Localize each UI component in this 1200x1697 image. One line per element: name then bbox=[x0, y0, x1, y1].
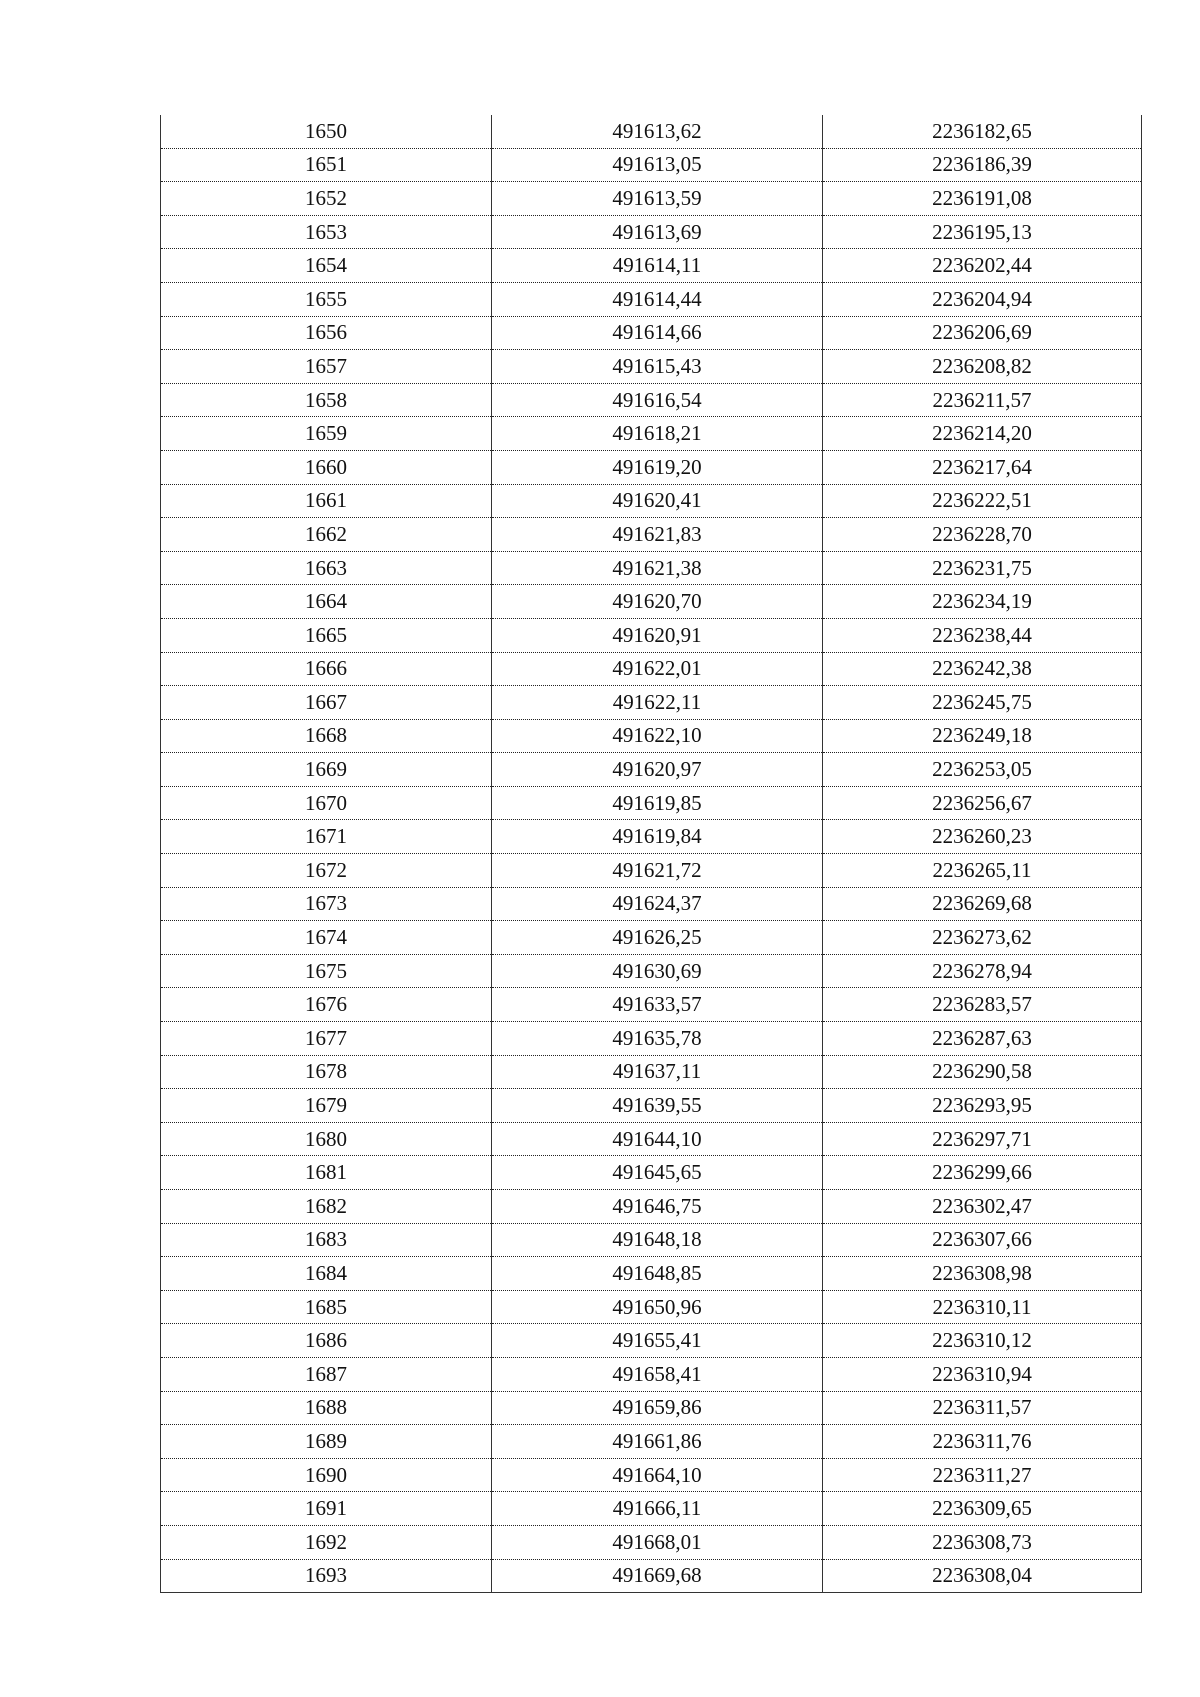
point-number-cell: 1680 bbox=[161, 1122, 492, 1156]
x-coordinate-cell: 491626,25 bbox=[492, 921, 823, 955]
table-row bbox=[161, 350, 1142, 384]
x-coordinate-cell: 491619,85 bbox=[492, 786, 823, 820]
point-number-cell: 1668 bbox=[161, 719, 492, 753]
x-coordinate-cell: 491622,11 bbox=[492, 686, 823, 720]
x-coordinate-cell: 491621,72 bbox=[492, 854, 823, 888]
table-row bbox=[161, 820, 1142, 854]
table-row bbox=[161, 1122, 1142, 1156]
x-coordinate-cell: 491664,10 bbox=[492, 1458, 823, 1492]
point-number-cell: 1693 bbox=[161, 1559, 492, 1593]
point-number-cell: 1664 bbox=[161, 585, 492, 619]
x-coordinate-cell: 491619,84 bbox=[492, 820, 823, 854]
point-number-cell: 1674 bbox=[161, 921, 492, 955]
y-coordinate-cell: 2236307,66 bbox=[823, 1223, 1142, 1257]
x-coordinate-cell: 491666,11 bbox=[492, 1492, 823, 1526]
y-coordinate-cell: 2236204,94 bbox=[823, 282, 1142, 316]
table-row bbox=[161, 1089, 1142, 1123]
table-row bbox=[161, 1458, 1142, 1492]
x-coordinate-cell: 491635,78 bbox=[492, 1022, 823, 1056]
y-coordinate-cell: 2236290,58 bbox=[823, 1055, 1142, 1089]
y-coordinate-cell: 2236256,67 bbox=[823, 786, 1142, 820]
x-coordinate-cell: 491613,62 bbox=[492, 115, 823, 148]
table-row bbox=[161, 551, 1142, 585]
point-number-cell: 1673 bbox=[161, 887, 492, 921]
table-row bbox=[161, 719, 1142, 753]
x-coordinate-cell: 491613,69 bbox=[492, 215, 823, 249]
x-coordinate-cell: 491661,86 bbox=[492, 1425, 823, 1459]
point-number-cell: 1686 bbox=[161, 1324, 492, 1358]
table-row bbox=[161, 148, 1142, 182]
point-number-cell: 1657 bbox=[161, 350, 492, 384]
point-number-cell: 1661 bbox=[161, 484, 492, 518]
point-number-cell: 1663 bbox=[161, 551, 492, 585]
point-number-cell: 1667 bbox=[161, 686, 492, 720]
x-coordinate-cell: 491644,10 bbox=[492, 1122, 823, 1156]
y-coordinate-cell: 2236278,94 bbox=[823, 954, 1142, 988]
point-number-cell: 1684 bbox=[161, 1257, 492, 1291]
table-row bbox=[161, 115, 1142, 148]
x-coordinate-cell: 491622,10 bbox=[492, 719, 823, 753]
coordinates-table-body bbox=[161, 115, 1142, 1593]
point-number-cell: 1685 bbox=[161, 1290, 492, 1324]
point-number-cell: 1669 bbox=[161, 753, 492, 787]
point-number-cell: 1652 bbox=[161, 182, 492, 216]
y-coordinate-cell: 2236238,44 bbox=[823, 618, 1142, 652]
y-coordinate-cell: 2236206,69 bbox=[823, 316, 1142, 350]
y-coordinate-cell: 2236309,65 bbox=[823, 1492, 1142, 1526]
point-number-cell: 1690 bbox=[161, 1458, 492, 1492]
table-row bbox=[161, 921, 1142, 955]
point-number-cell: 1654 bbox=[161, 249, 492, 283]
table-row bbox=[161, 383, 1142, 417]
y-coordinate-cell: 2236265,11 bbox=[823, 854, 1142, 888]
table-row bbox=[161, 786, 1142, 820]
y-coordinate-cell: 2236308,98 bbox=[823, 1257, 1142, 1291]
table-row bbox=[161, 1525, 1142, 1559]
point-number-cell: 1681 bbox=[161, 1156, 492, 1190]
x-coordinate-cell: 491658,41 bbox=[492, 1357, 823, 1391]
x-coordinate-cell: 491639,55 bbox=[492, 1089, 823, 1123]
table-row bbox=[161, 316, 1142, 350]
point-number-cell: 1650 bbox=[161, 115, 492, 148]
point-number-cell: 1692 bbox=[161, 1525, 492, 1559]
x-coordinate-cell: 491615,43 bbox=[492, 350, 823, 384]
point-number-cell: 1665 bbox=[161, 618, 492, 652]
x-coordinate-cell: 491614,44 bbox=[492, 282, 823, 316]
table-row bbox=[161, 854, 1142, 888]
point-number-cell: 1676 bbox=[161, 988, 492, 1022]
point-number-cell: 1689 bbox=[161, 1425, 492, 1459]
table-row bbox=[161, 1190, 1142, 1224]
y-coordinate-cell: 2236299,66 bbox=[823, 1156, 1142, 1190]
x-coordinate-cell: 491621,83 bbox=[492, 518, 823, 552]
point-number-cell: 1677 bbox=[161, 1022, 492, 1056]
table-row bbox=[161, 954, 1142, 988]
table-row bbox=[161, 1055, 1142, 1089]
point-number-cell: 1658 bbox=[161, 383, 492, 417]
point-number-cell: 1672 bbox=[161, 854, 492, 888]
y-coordinate-cell: 2236310,94 bbox=[823, 1357, 1142, 1391]
table-row bbox=[161, 1156, 1142, 1190]
y-coordinate-cell: 2236269,68 bbox=[823, 887, 1142, 921]
y-coordinate-cell: 2236214,20 bbox=[823, 417, 1142, 451]
table-row bbox=[161, 518, 1142, 552]
table-row bbox=[161, 182, 1142, 216]
y-coordinate-cell: 2236293,95 bbox=[823, 1089, 1142, 1123]
y-coordinate-cell: 2236273,62 bbox=[823, 921, 1142, 955]
x-coordinate-cell: 491621,38 bbox=[492, 551, 823, 585]
coordinates-table bbox=[160, 115, 1142, 1593]
table-row bbox=[161, 1022, 1142, 1056]
point-number-cell: 1662 bbox=[161, 518, 492, 552]
x-coordinate-cell: 491648,18 bbox=[492, 1223, 823, 1257]
x-coordinate-cell: 491650,96 bbox=[492, 1290, 823, 1324]
y-coordinate-cell: 2236182,65 bbox=[823, 115, 1142, 148]
table-row bbox=[161, 417, 1142, 451]
point-number-cell: 1683 bbox=[161, 1223, 492, 1257]
table-row bbox=[161, 215, 1142, 249]
x-coordinate-cell: 491616,54 bbox=[492, 383, 823, 417]
x-coordinate-cell: 491620,70 bbox=[492, 585, 823, 619]
table-row bbox=[161, 249, 1142, 283]
table-row bbox=[161, 282, 1142, 316]
y-coordinate-cell: 2236217,64 bbox=[823, 450, 1142, 484]
table-row bbox=[161, 988, 1142, 1022]
point-number-cell: 1682 bbox=[161, 1190, 492, 1224]
point-number-cell: 1670 bbox=[161, 786, 492, 820]
table-row bbox=[161, 1492, 1142, 1526]
x-coordinate-cell: 491618,21 bbox=[492, 417, 823, 451]
y-coordinate-cell: 2236253,05 bbox=[823, 753, 1142, 787]
x-coordinate-cell: 491669,68 bbox=[492, 1559, 823, 1593]
point-number-cell: 1660 bbox=[161, 450, 492, 484]
x-coordinate-cell: 491668,01 bbox=[492, 1525, 823, 1559]
y-coordinate-cell: 2236191,08 bbox=[823, 182, 1142, 216]
y-coordinate-cell: 2236228,70 bbox=[823, 518, 1142, 552]
table-row bbox=[161, 1391, 1142, 1425]
x-coordinate-cell: 491614,66 bbox=[492, 316, 823, 350]
x-coordinate-cell: 491630,69 bbox=[492, 954, 823, 988]
table-row bbox=[161, 450, 1142, 484]
x-coordinate-cell: 491646,75 bbox=[492, 1190, 823, 1224]
x-coordinate-cell: 491624,37 bbox=[492, 887, 823, 921]
point-number-cell: 1666 bbox=[161, 652, 492, 686]
table-row bbox=[161, 887, 1142, 921]
y-coordinate-cell: 2236283,57 bbox=[823, 988, 1142, 1022]
table-row bbox=[161, 753, 1142, 787]
x-coordinate-cell: 491637,11 bbox=[492, 1055, 823, 1089]
y-coordinate-cell: 2236249,18 bbox=[823, 719, 1142, 753]
table-row bbox=[161, 484, 1142, 518]
y-coordinate-cell: 2236186,39 bbox=[823, 148, 1142, 182]
point-number-cell: 1679 bbox=[161, 1089, 492, 1123]
table-row bbox=[161, 1559, 1142, 1593]
table-row bbox=[161, 1223, 1142, 1257]
point-number-cell: 1688 bbox=[161, 1391, 492, 1425]
x-coordinate-cell: 491619,20 bbox=[492, 450, 823, 484]
y-coordinate-cell: 2236311,76 bbox=[823, 1425, 1142, 1459]
x-coordinate-cell: 491659,86 bbox=[492, 1391, 823, 1425]
y-coordinate-cell: 2236311,27 bbox=[823, 1458, 1142, 1492]
x-coordinate-cell: 491613,59 bbox=[492, 182, 823, 216]
y-coordinate-cell: 2236308,04 bbox=[823, 1559, 1142, 1593]
y-coordinate-cell: 2236222,51 bbox=[823, 484, 1142, 518]
point-number-cell: 1653 bbox=[161, 215, 492, 249]
x-coordinate-cell: 491613,05 bbox=[492, 148, 823, 182]
y-coordinate-cell: 2236310,11 bbox=[823, 1290, 1142, 1324]
table-row bbox=[161, 1425, 1142, 1459]
y-coordinate-cell: 2236260,23 bbox=[823, 820, 1142, 854]
y-coordinate-cell: 2236297,71 bbox=[823, 1122, 1142, 1156]
point-number-cell: 1691 bbox=[161, 1492, 492, 1526]
table-row bbox=[161, 1357, 1142, 1391]
point-number-cell: 1678 bbox=[161, 1055, 492, 1089]
y-coordinate-cell: 2236231,75 bbox=[823, 551, 1142, 585]
y-coordinate-cell: 2236287,63 bbox=[823, 1022, 1142, 1056]
table-row bbox=[161, 686, 1142, 720]
y-coordinate-cell: 2236308,73 bbox=[823, 1525, 1142, 1559]
y-coordinate-cell: 2236208,82 bbox=[823, 350, 1142, 384]
x-coordinate-cell: 491645,65 bbox=[492, 1156, 823, 1190]
point-number-cell: 1656 bbox=[161, 316, 492, 350]
y-coordinate-cell: 2236211,57 bbox=[823, 383, 1142, 417]
point-number-cell: 1651 bbox=[161, 148, 492, 182]
y-coordinate-cell: 2236242,38 bbox=[823, 652, 1142, 686]
table-row bbox=[161, 1290, 1142, 1324]
y-coordinate-cell: 2236302,47 bbox=[823, 1190, 1142, 1224]
x-coordinate-cell: 491648,85 bbox=[492, 1257, 823, 1291]
point-number-cell: 1659 bbox=[161, 417, 492, 451]
y-coordinate-cell: 2236202,44 bbox=[823, 249, 1142, 283]
y-coordinate-cell: 2236234,19 bbox=[823, 585, 1142, 619]
x-coordinate-cell: 491620,97 bbox=[492, 753, 823, 787]
table-row bbox=[161, 652, 1142, 686]
y-coordinate-cell: 2236195,13 bbox=[823, 215, 1142, 249]
x-coordinate-cell: 491614,11 bbox=[492, 249, 823, 283]
x-coordinate-cell: 491655,41 bbox=[492, 1324, 823, 1358]
point-number-cell: 1687 bbox=[161, 1357, 492, 1391]
table-row bbox=[161, 1257, 1142, 1291]
table-row bbox=[161, 618, 1142, 652]
y-coordinate-cell: 2236245,75 bbox=[823, 686, 1142, 720]
y-coordinate-cell: 2236310,12 bbox=[823, 1324, 1142, 1358]
x-coordinate-cell: 491622,01 bbox=[492, 652, 823, 686]
point-number-cell: 1655 bbox=[161, 282, 492, 316]
table-row bbox=[161, 585, 1142, 619]
point-number-cell: 1671 bbox=[161, 820, 492, 854]
x-coordinate-cell: 491633,57 bbox=[492, 988, 823, 1022]
x-coordinate-cell: 491620,41 bbox=[492, 484, 823, 518]
table-row bbox=[161, 1324, 1142, 1358]
x-coordinate-cell: 491620,91 bbox=[492, 618, 823, 652]
y-coordinate-cell: 2236311,57 bbox=[823, 1391, 1142, 1425]
point-number-cell: 1675 bbox=[161, 954, 492, 988]
